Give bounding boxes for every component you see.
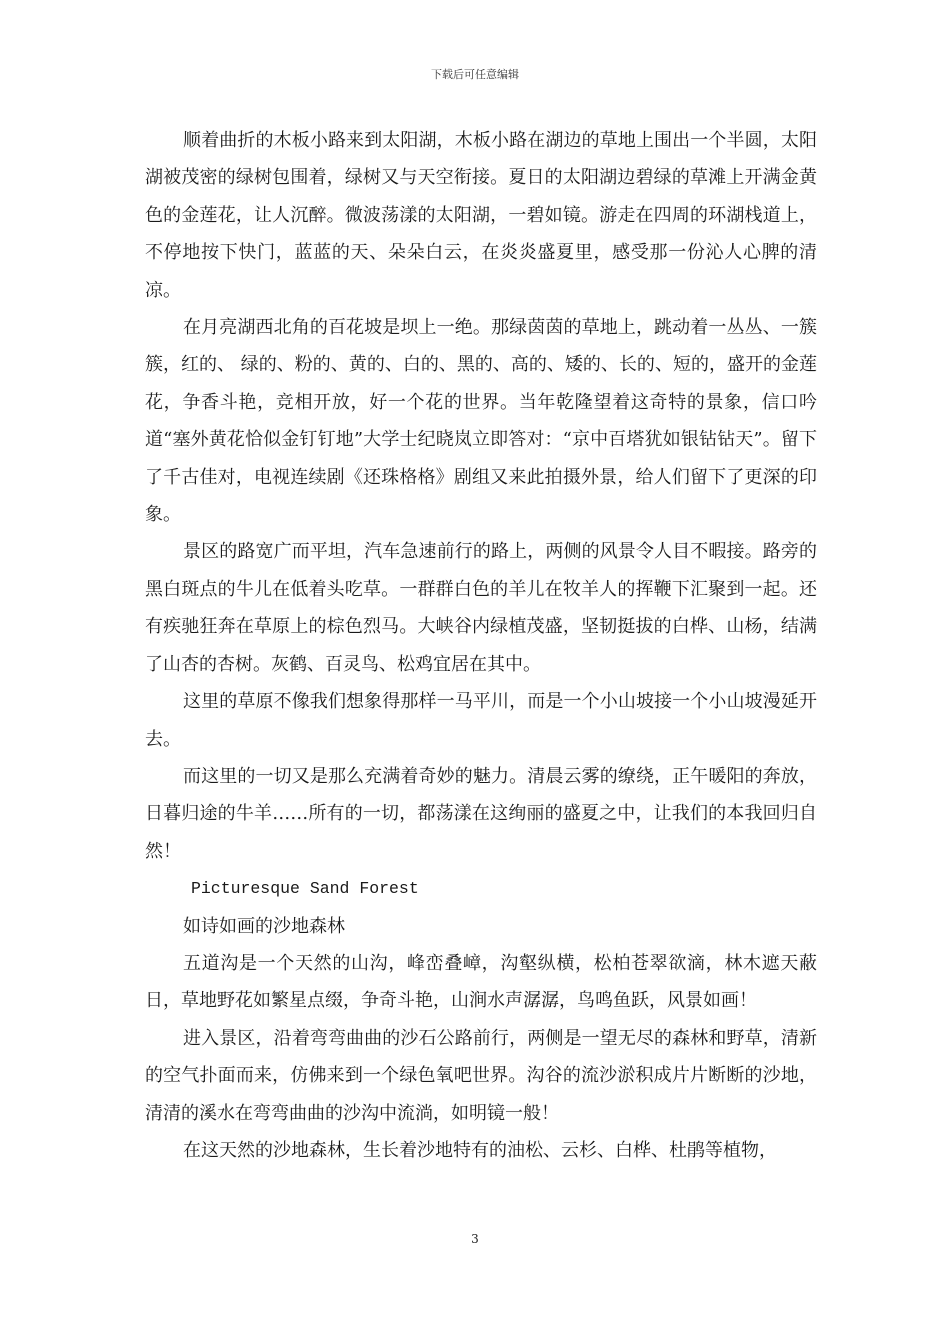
english-section-title: Picturesque Sand Forest [191, 879, 419, 899]
paragraph-sand-forest-plants: 在这天然的沙地森林，生长着沙地特有的油松、云杉、白桦、杜鹃等植物， [183, 1139, 777, 1161]
paragraph-sun-lake: 顺着曲折的木板小路来到太阳湖，木板小路在湖边的草地上围出一个半圆，太阳湖被茂密的绿树包围着，绿树又与天空衔接。夏日的太阳湖边碧绿的草滩上开满金黄色的金莲花，让人沉醉。微波荡漾的太阳湖，一碧如镜。游走在四周的环湖栈道上，不停地按下快门，蓝蓝的天、朵朵白云，在炎炎盛夏里，感受那一份沁人心脾的清凉。 [145, 130, 817, 301]
paragraph-flower-slope: 在月亮湖西北角的百花坡是坝上一绝。那绿茵茵的草地上，跳动着一丛丛、一簇簇，红的、 绿的、粉的、黄的、白的、黑的、高的、矮的、长的、短的，盛开的金莲花，争香斗艳，竞相开放，好一个花的世界。当年乾隆望着这奇特的景象，信口吟道“塞外黄花恰似金钉钉地”大学士纪晓岚立即答对：“京中百塔犹如银钻钻天”。留下了千古佳对，电视连续剧《还珠格格》剧组又来此拍摄外景，给人们留下了更深的印象。 [145, 317, 817, 526]
document-body [145, 122, 817, 1169]
page-number: 3 [471, 1232, 479, 1246]
chinese-section-title: 如诗如画的沙地森林 [183, 915, 345, 937]
paragraph-grassland: 这里的草原不像我们想象得那样一马平川，而是一个小山坡接一个小山坡漫延开去。 [145, 691, 817, 750]
paragraph-entering-scenic-area: 进入景区，沿着弯弯曲曲的沙石公路前行，两侧是一望无尽的森林和野草，清新的空气扑面而来，仿佛来到一个绿色氧吧世界。沟谷的流沙淤积成片片断断的沙地，清清的溪水在弯弯曲曲的沙沟中流淌，如明镜一般！ [145, 1027, 817, 1124]
paragraph-scenic-road: 景区的路宽广而平坦，汽车急速前行的路上，两侧的风景令人目不暇接。路旁的黑白斑点的牛儿在低着头吃草。一群群白色的羊儿在牧羊人的挥鞭下汇聚到一起。还有疾驰狂奔在草原上的棕色烈马。大峡谷内绿植茂盛，坚韧挺拔的白桦、山杨，结满了山杏的杏树。灰鹤、百灵鸟、松鸡宜居在其中。 [145, 541, 817, 675]
paragraph-charm: 而这里的一切又是那么充满着奇妙的魅力。清晨云雾的缭绕，正午暖阳的奔放，日暮归途的牛羊……所有的一切，都荡漾在这绚丽的盛夏之中，让我们的本我回归自然！ [145, 765, 817, 862]
page-header: 下载后可任意编辑 [431, 68, 519, 81]
paragraph-wudaogou: 五道沟是一个天然的山沟，峰峦叠嶂，沟壑纵横，松柏苍翠欲滴，林木遮天蔽日，草地野花如繁星点缀，争奇斗艳，山涧水声潺潺，鸟鸣鱼跃，风景如画！ [145, 952, 817, 1012]
